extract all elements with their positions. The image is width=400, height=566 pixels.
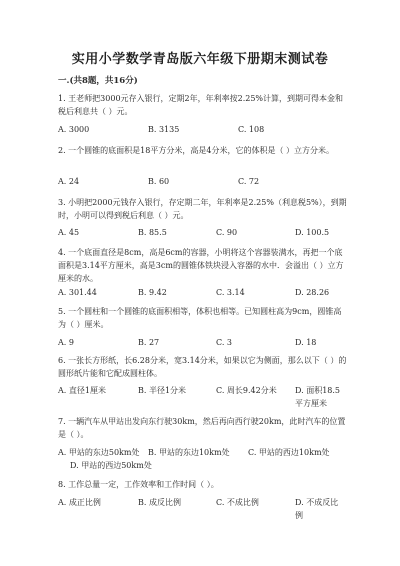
option-b: B. 半径1分米 <box>138 386 187 395</box>
option-d: D. 18 <box>295 338 317 347</box>
option-a: A. 301.44 <box>58 288 97 297</box>
option-a: A. 3000 <box>58 125 90 134</box>
option-a: A. 24 <box>58 177 80 186</box>
option-c: C. 不成比例 <box>216 498 259 507</box>
option-c: C. 72 <box>238 177 260 186</box>
option-c: C. 108 <box>238 125 265 134</box>
question-1: 1. 王老师把3000元存入银行，定期2年，年利率按2.25%计算，到期可得本金和税后利息共（ ）元。 <box>58 94 344 116</box>
section-heading: 一.(共8题，共16分) <box>58 76 138 86</box>
option-c: C. 3 <box>216 338 233 347</box>
option-d: D. 28.26 <box>295 288 330 297</box>
option-a: A. 45 <box>58 228 80 237</box>
options-8 <box>58 496 358 522</box>
option-b: B. 60 <box>148 177 170 186</box>
option-b: B. 甲站的东边10km处 <box>148 448 230 457</box>
options-6 <box>58 384 358 410</box>
option-d: D. 100.5 <box>295 228 330 237</box>
question-3: 3. 小明把2000元钱存入银行，存定期二年，年利率是2.25%（利息税5%），到期时，小明可以得到税后利息（ ）元。 <box>58 198 347 220</box>
option-a: A. 甲站的东边50km处 <box>58 448 140 457</box>
option-a: A. 直径1厘米 <box>58 386 106 395</box>
option-c: C. 3.14 <box>216 288 245 297</box>
option-c: C. 甲站的西边10km处 <box>248 448 330 457</box>
option-b: B. 27 <box>138 338 160 347</box>
option-a: A. 成正比例 <box>58 498 101 507</box>
option-b: B. 9.42 <box>138 288 167 297</box>
option-c: C. 90 <box>216 228 238 237</box>
option-c: C. 周长9.42分米 <box>216 386 277 395</box>
option-b: B. 成反比例 <box>138 498 181 507</box>
option-b: B. 85.5 <box>138 228 167 237</box>
question-4: 4. 一个底面直径是8cm，高是6cm的容器，小明将这个容器装满水，再把一个底面积是3.14平方厘米，高是3cm的圆锥体铁块浸入容器的水中．会溢出（ ）立方厘米的水。 <box>58 248 344 283</box>
option-d: D. 不成反比例 <box>295 498 339 520</box>
option-d: D. 甲站的西边50km处 <box>70 461 152 470</box>
question-8: 8. 工作总量一定，工作效率和工作时间（ ）。 <box>58 480 219 489</box>
page-title: 实用小学数学青岛版六年级下册期末测试卷 <box>71 52 329 67</box>
question-5: 5. 一个圆柱和一个圆锥的底面积相等，体积也相等。已知圆柱高为9cm，圆锥高为（ ）厘米。 <box>58 307 342 329</box>
option-d: D. 面积18.5平方厘米 <box>295 386 341 408</box>
question-7: 7. 一辆汽车从甲站出发向东行驶30km，然后再向西行驶20km，此时汽车的位置是（ ）。 <box>58 417 346 439</box>
question-6: 6. 一张长方形纸，长6.28分米，宽3.14分米，如果以它为侧面，那么以下（ ）的圆形纸片能和它配成圆柱体。 <box>58 356 347 378</box>
question-2: 2. 一个圆锥的底面积是18平方分米，高是4分米，它的体积是（ ）立方分米。 <box>58 146 334 155</box>
options-7 <box>58 446 358 472</box>
option-a: A. 9 <box>58 338 74 347</box>
option-b: B. 3135 <box>148 125 180 134</box>
